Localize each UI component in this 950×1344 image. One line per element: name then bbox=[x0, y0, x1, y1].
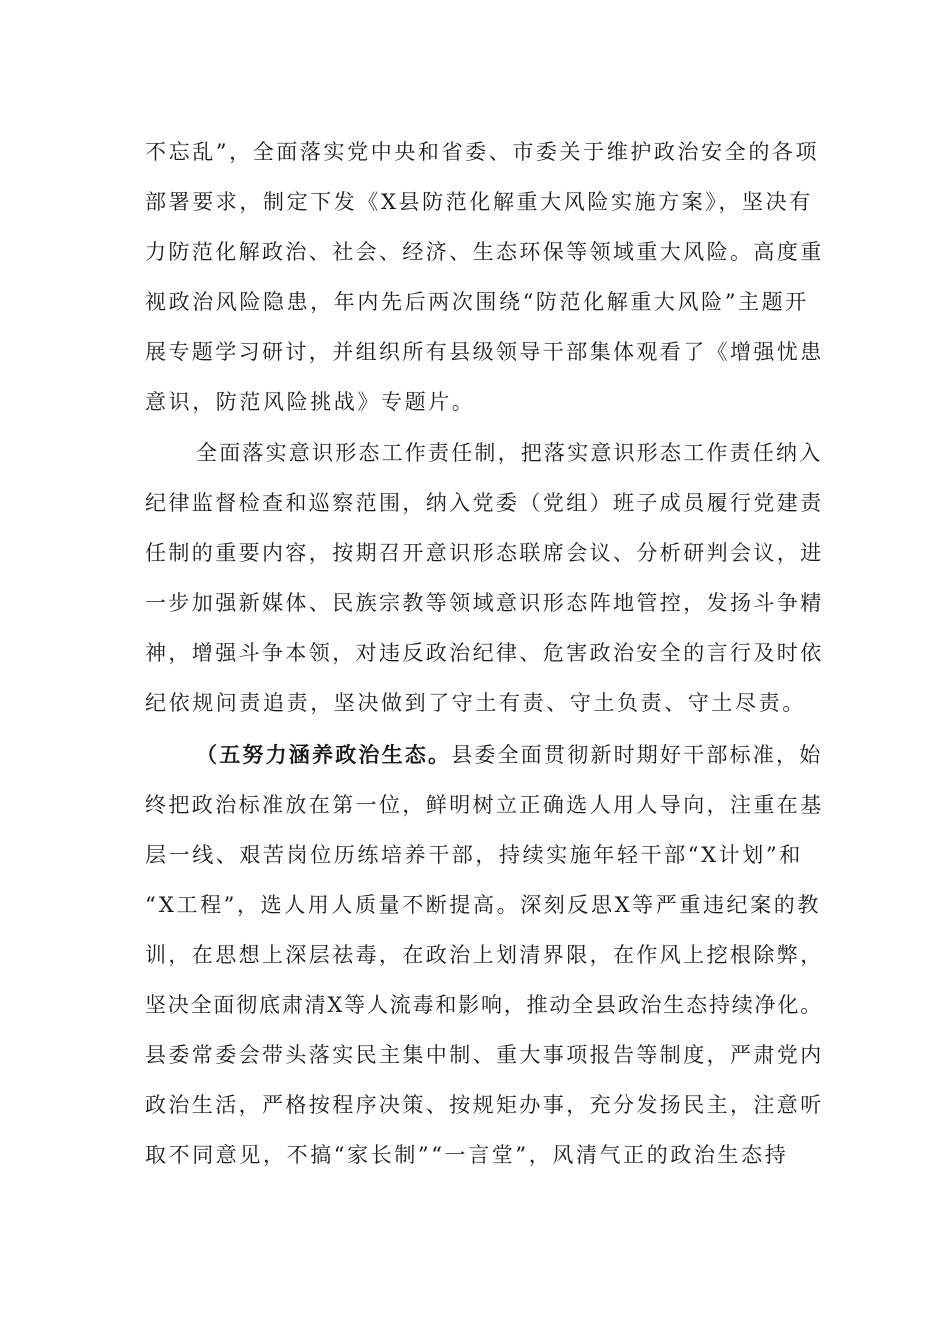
text-line: 展专题学习研讨，并组织所有县级领导干部集体观看了《增强忧患 bbox=[145, 340, 824, 364]
section-heading-line bbox=[196, 735, 826, 775]
text-line: 任制的重要内容，按期召开意识形态联席会议、分析研判会议，进 bbox=[145, 541, 824, 565]
text-line: 一步加强新媒体、民族宗教等领域意识形态阵地管控，发扬斗争精 bbox=[145, 591, 824, 615]
text-span: 县委全面贯彻新时期好干部标准，始 bbox=[451, 743, 823, 767]
text-line: “X工程”，选人用人质量不断提高。深刻反思X等严重违纪案的教 bbox=[145, 893, 821, 917]
text-line: 意识，防范风险挑战》专题片。 bbox=[145, 390, 476, 414]
text-line: 不忘乱”，全面落实党中央和省委、市委关于维护政治安全的各项 bbox=[145, 140, 820, 164]
text-line: 纪律监督检查和巡察范围，纳入党委（党组）班子成员履行党建责 bbox=[145, 491, 824, 515]
text-line: 部署要求，制定下发《X县防范化解重大风险实施方案》，坚决有 bbox=[145, 190, 813, 214]
text-line: 视政治风险隐患，年内先后两次围绕“防范化解重大风险”主题开 bbox=[145, 290, 809, 314]
text-line: 政治生活，严格按程序决策、按规矩办事，充分发扬民主，注意听 bbox=[145, 1093, 824, 1117]
text-line: 全面落实意识形态工作责任制，把落实意识形态工作责任纳入 bbox=[196, 441, 823, 465]
text-line: 县委常委会带头落实民主集中制、重大事项报告等制度，严肃党内 bbox=[145, 1043, 824, 1067]
text-line: 力防范化解政治、社会、经济、生态环保等领域重大风险。高度重 bbox=[145, 240, 824, 264]
text-line: 层一线、艰苦岗位历练培养干部，持续实施年轻干部“X计划”和 bbox=[145, 843, 803, 867]
section-heading-five: （五努力涵养政治生态。 bbox=[196, 742, 452, 767]
text-line: 神，增强斗争本领，对违反政治纪律、危害政治安全的言行及时依 bbox=[145, 641, 824, 665]
text-line: 纪依规问责追责，坚决做到了守土有责、守土负责、守土尽责。 bbox=[145, 691, 806, 715]
text-line: 坚决全面彻底肃清X等人流毒和影响，推动全县政治生态持续净化。 bbox=[145, 993, 823, 1017]
text-line: 取不同意见，不搞“家长制”“一言堂”，风清气正的政治生态持 bbox=[145, 1143, 789, 1167]
text-line: 终把政治标准放在第一位，鲜明树立正确选人用人导向，注重在基 bbox=[145, 793, 824, 817]
text-line: 训，在思想上深层祛毒，在政治上划清界限，在作风上挖根除弊， bbox=[145, 943, 824, 967]
